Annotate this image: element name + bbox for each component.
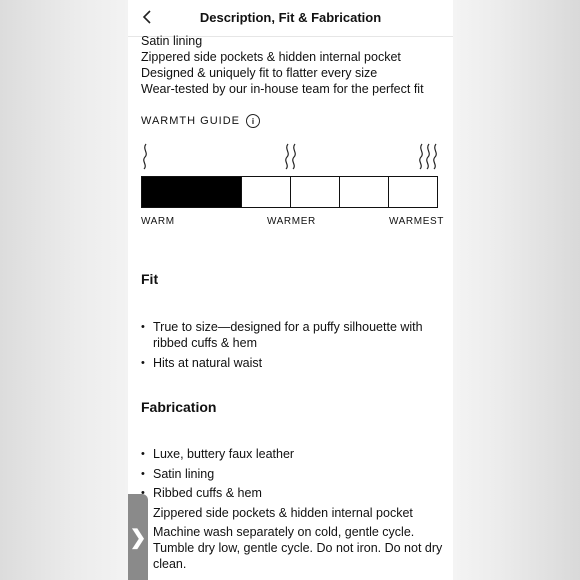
list-item: • Hits at natural waist — [141, 355, 446, 371]
description-line: Satin lining — [141, 34, 203, 48]
warmth-guide-label — [141, 114, 260, 128]
warmth-bar — [141, 176, 438, 208]
list-item: • Satin lining — [141, 466, 446, 482]
background-left — [0, 0, 128, 580]
warmth-guide-title: WARMTH GUIDE — [141, 115, 240, 127]
list-item: Zippered side pockets & hidden internal pocket — [153, 505, 413, 520]
warmth-segment — [291, 177, 340, 207]
single-wave-icon — [140, 142, 150, 170]
double-wave-icon — [283, 142, 299, 170]
description-line: Designed & uniquely fit to flatter every size — [141, 66, 378, 80]
warmth-segment — [242, 177, 291, 207]
description-list — [141, 33, 446, 97]
warmth-segment — [142, 177, 242, 207]
header — [128, 0, 453, 37]
fabrication-list — [141, 446, 446, 576]
warmth-segment — [389, 177, 437, 207]
fit-list — [141, 319, 446, 374]
description-line: Wear-tested by our in-house team for the perfect fit — [141, 82, 424, 96]
background-right — [453, 0, 580, 580]
warmth-segment — [340, 177, 389, 207]
fit-heading: Fit — [141, 271, 159, 287]
drawer-handle[interactable] — [128, 494, 148, 580]
list-item: • Ribbed cuffs & hem — [141, 485, 446, 501]
triple-wave-icon — [417, 142, 441, 170]
fabrication-heading: Fabrication — [141, 399, 217, 415]
description-line: Zippered side pockets & hidden internal pocket — [141, 50, 401, 64]
list-item: • Luxe, buttery faux leather — [141, 446, 446, 462]
chevron-right-icon: ❯ — [129, 526, 147, 549]
warmth-label-warmest: WARMEST — [389, 216, 444, 227]
info-icon[interactable]: i — [246, 114, 260, 128]
list-item: Machine wash separately on cold, gentle cycle. Tumble dry low, gentle cycle. Do not iron. Do not dry clean. — [153, 525, 443, 571]
warmth-label-warm: WARM — [141, 216, 175, 227]
details-panel — [128, 0, 453, 580]
warmth-label-warmer: WARMER — [267, 216, 316, 227]
page-title: Description, Fit & Fabrication — [199, 10, 382, 25]
list-item: • True to size—designed for a puffy silhouette with ribbed cuffs & hem — [141, 319, 446, 351]
